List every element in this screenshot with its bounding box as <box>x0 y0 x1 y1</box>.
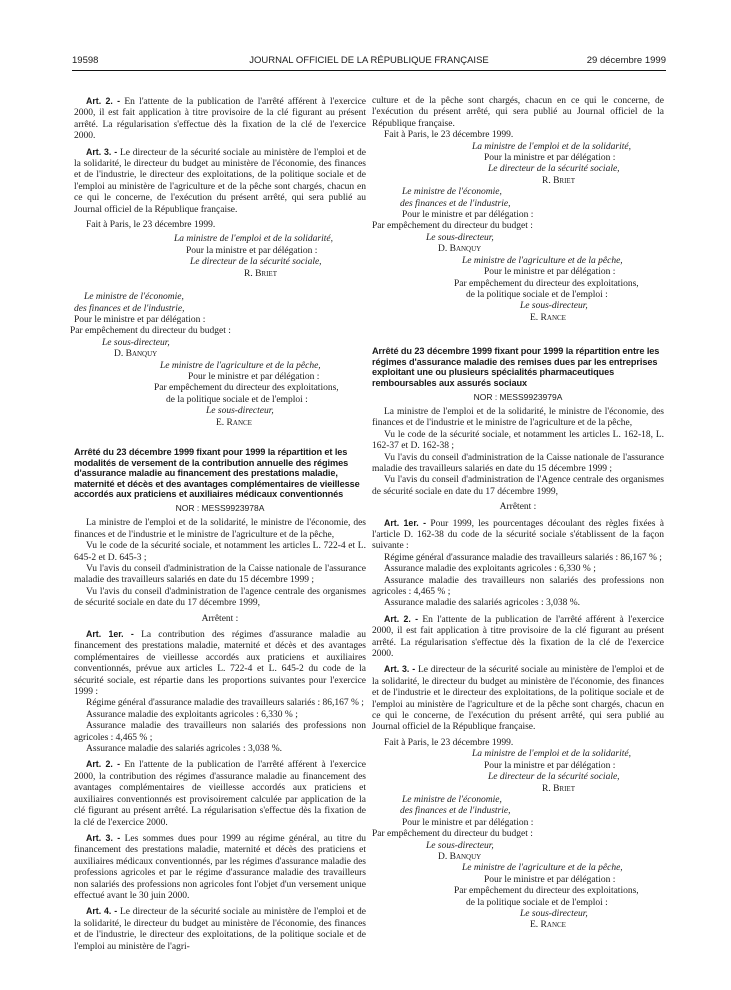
arretent: Arrêtent : <box>201 613 239 624</box>
visa-1: Vu le code de la sécurité sociale, et notamment les articles L. 722-4 et L. 645-2 et D. 645-3 ; <box>74 541 366 563</box>
page-number: 19598 <box>72 55 99 66</box>
article-4: Art. 4. - Le directeur de la sécurité sociale au ministère de l'emploi et de la solidarité, le directeur du budget au ministère de l'économie, des finances et de l'industrie, le directeur des exploitations, de la politique sociale et de l'emploi au ministère de l'agri- <box>74 906 366 952</box>
nor-reference: NOR : MESS9923978A <box>175 502 265 513</box>
article-3: Art. 3. - Le directeur de la sécurité sociale au ministère de l'emploi et de la solidarité, le directeur du budget au ministère de l'économie, des finances et de l'industrie, le directeur des exploitations, de la politique sociale et de l'emploi au ministère de l'agriculture et de la pêche sont chargés, chacun en ce qui le concerne, de l'exécution du présent arrêté, qui sera publié au Journal officiel de la République française. <box>74 146 366 215</box>
signature-block-agriculture: Le ministre de l'agriculture et de la pêche, Pour le ministre et par délégation : Par empêchement du directeur des exploitations, de la politique sociale et de l'emploi : Le sous-directeur, E. Rance <box>154 360 339 428</box>
signature-block-agriculture: Le ministre de l'agriculture et de la pêche, Pour le ministre et par délégation : Par empêchement du directeur des exploitations, de la politique sociale et de l'emploi : Le sous-directeur, E. Rance <box>454 255 639 323</box>
continued-text: culture et de la pêche sont chargés, chacun en ce qui le concerne, de l'exécution du présent arrêté, qui sera publié au Journal officiel de la République française. <box>372 96 664 129</box>
visa-2: Vu l'avis du conseil d'administration de la Caisse nationale de l'assurance maladie des travailleurs salariés en date du 15 décembre 1999 ; <box>74 563 366 586</box>
intro: La ministre de l'emploi et de la solidarité, le ministre de l'économie, des finances et de l'industrie et le ministre de l'agriculture et de la pêche, <box>372 406 664 429</box>
signature-block-economie-2: Le ministre de l'économie, des finances et de l'industrie, Pour le ministre et par délégation : Par empêchement du directeur du budget : Le sous-directeur, D. Banquy <box>372 794 534 862</box>
signature-block-emploi-2: La ministre de l'emploi et de la solidarité, Pour la ministre et par délégation : Le directeur de la sécurité sociale, R. Briet <box>472 749 631 794</box>
right-column <box>372 96 664 932</box>
page-header <box>72 55 666 69</box>
rate-3: Assurance maladie des travailleurs non salariés des professions non agricoles : 4,465 % ; <box>372 575 664 597</box>
visa-3: Vu l'avis du conseil d'administration de l'Agence centrale des organismes de sécurité sociale en date du 17 décembre 1999, <box>372 475 664 497</box>
arrete-title: Arrêté du 23 décembre 1999 fixant pour 1999 la répartition et les modalités de versement de la contribution annuelle des régimes d'assurance maladie au financement des prestations maladie, maternité et décès et des avantages complémentaires de vieillesse accordés aux praticiens et auxiliaires médicaux conventionnés <box>74 446 360 500</box>
article-3: Art. 3. - Le directeur de la sécurité sociale au ministère de l'emploi et de la solidarité, le directeur du budget au ministère de l'économie, des finances et de l'industrie et le directeur des exploitations, de la politique sociale et de l'emploi au ministère de l'agriculture et de la pêche sont chargés, chacun en ce qui le concerne, de l'exécution du présent arrêté, qui sera publié au Journal officiel de la République française. <box>372 664 664 733</box>
issue-date: 29 décembre 1999 <box>586 55 666 66</box>
visa-3: Vu l'avis du conseil d'administration de l'agence centrale des organismes de sécurité sociale en date du 17 décembre 1999, <box>74 586 366 609</box>
article-3b: Art. 3. - Les sommes dues pour 1999 au régime général, au titre du financement des prestations maladie, maternité et décès des praticiens et auxiliaires médicaux conventionnés, par les régimes d'assurance maladie des professions agricoles et par le régime d'assurance maladie des travailleurs non salariés des professions non agricoles font l'objet d'un versement unique effectué avant le 30 juin 2000. <box>74 832 366 901</box>
rate-4: Assurance maladie des salariés agricoles : 3,038 %. <box>86 744 283 755</box>
signature-block-economie: Le ministre de l'économie, des finances et de l'industrie, Pour le ministre et par délégation : Par empêchement du directeur du budget : Le sous-directeur, D. Banquy <box>70 292 231 360</box>
rate-1: Régime général d'assurance maladie des travailleurs salariés : 86,167 % ; <box>384 552 662 563</box>
arrete-title: Arrêté du 23 décembre 1999 fixant pour 1999 la répartition entre les régimes d'assurance maladie des remises dues par les entreprises exploitant une ou plusieurs spécialités pharmaceutiques remboursables aux assurés sociaux <box>372 346 660 388</box>
left-column <box>70 96 367 953</box>
fait-a-paris: Fait à Paris, le 23 décembre 1999. <box>384 130 514 141</box>
signature-block-agriculture-2: Le ministre de l'agriculture et de la pêche, Pour le ministre et par délégation : Par empêchement du directeur des exploitations, de la politique sociale et de l'emploi : Le sous-directeur, E. Rance <box>454 863 639 931</box>
fait-a-paris: Fait à Paris, le 23 décembre 1999. <box>86 220 216 231</box>
rate-2: Assurance maladie des exploitants agricoles : 6,330 % ; <box>384 564 596 575</box>
visa-1: Vu le code de la sécurité sociale, et notamment les articles L. 162-18, L. 162-37 et D. 162-38 ; <box>372 429 664 452</box>
article-2: Art. 2. - En l'attente de la publication de l'arrêté afférent à l'exercice 2000, il est fait application à titre provisoire de la clé figurant au présent arrêté. La régularisation s'effectue dès la fixation de la clé de l'exercice 2000. <box>372 613 665 660</box>
arretent: Arrêtent : <box>499 502 537 513</box>
signature-block-emploi: La ministre de l'emploi et de la solidarité, Pour la ministre et par délégation : Le directeur de la sécurité sociale, R. Briet <box>174 234 333 279</box>
rate-3: Assurance maladie des travailleurs non salariés des professions non agricoles : 4,465 % ; <box>74 721 366 743</box>
intro: La ministre de l'emploi et de la solidarité, le ministre de l'économie, des finances et de l'industrie et le ministre de l'agriculture et de la pêche, <box>74 518 366 540</box>
article-2b: Art. 2. - En l'attente de la publication de l'arrêté afférent à l'exercice 2000, la contribution des régimes d'assurance maladie au financement des avantages complémentaires de vieillesse accordés aux praticiens et auxiliaires conventionnés est provisoirement calculée par application de la clé figurant au présent arrêté. La régularisation s'effectue dès la fixation de la clé de l'exercice 2000. <box>74 759 367 828</box>
article-1: Art. 1er. - La contribution des régimes d'assurance maladie au financement des prestations maladie, maternité et décès et des avantages complémentaires de vieillesse accordés aux praticiens et auxiliaires conventionnés, prévue aux articles L. 722-4 et L. 645-2 du code de la sécurité sociale, est répartie dans les proportions suivantes pour l'exercice 1999 : <box>74 629 366 698</box>
article-1: Art. 1er. - Pour 1999, les pourcentages découlant des règles fixées à l'article D. 162-38 du code de la sécurité sociale s'établissent de la façon suivante : <box>372 517 664 552</box>
nor-reference: NOR : MESS9923979A <box>473 391 563 402</box>
journal-title: JOURNAL OFFICIEL DE LA RÉPUBLIQUE FRANÇAISE <box>249 55 489 66</box>
fait-a-paris-2: Fait à Paris, le 23 décembre 1999. <box>384 737 514 748</box>
header-rule <box>72 70 666 71</box>
rate-4: Assurance maladie des salariés agricoles : 3,038 %. <box>384 598 581 609</box>
rate-2: Assurance maladie des exploitants agricoles : 6,330 % ; <box>86 709 298 720</box>
signature-block-economie: Le ministre de l'économie, des finances et de l'industrie, Pour le ministre et par délégation : Par empêchement du directeur du budget : Le sous-directeur, D. Banquy <box>372 187 534 255</box>
signature-block-emploi: La ministre de l'emploi et de la solidarité, Pour la ministre et par délégation : Le directeur de la sécurité sociale, R. Briet <box>472 141 631 186</box>
visa-2: Vu l'avis du conseil d'administration de la Caisse nationale de l'assurance maladie des travailleurs salariés en date du 15 décembre 1999 ; <box>372 452 664 474</box>
article-2: Art. 2. - En l'attente de la publication de l'arrêté afférent à l'exercice 2000, il est fait application à titre provisoire de la clé figurant au présent arrêté. La régularisation s'effectue dès la fixation de la clé de l'exercice 2000. <box>74 96 367 142</box>
rate-1: Régime général d'assurance maladie des travailleurs salariés : 86,167 % ; <box>86 698 364 709</box>
